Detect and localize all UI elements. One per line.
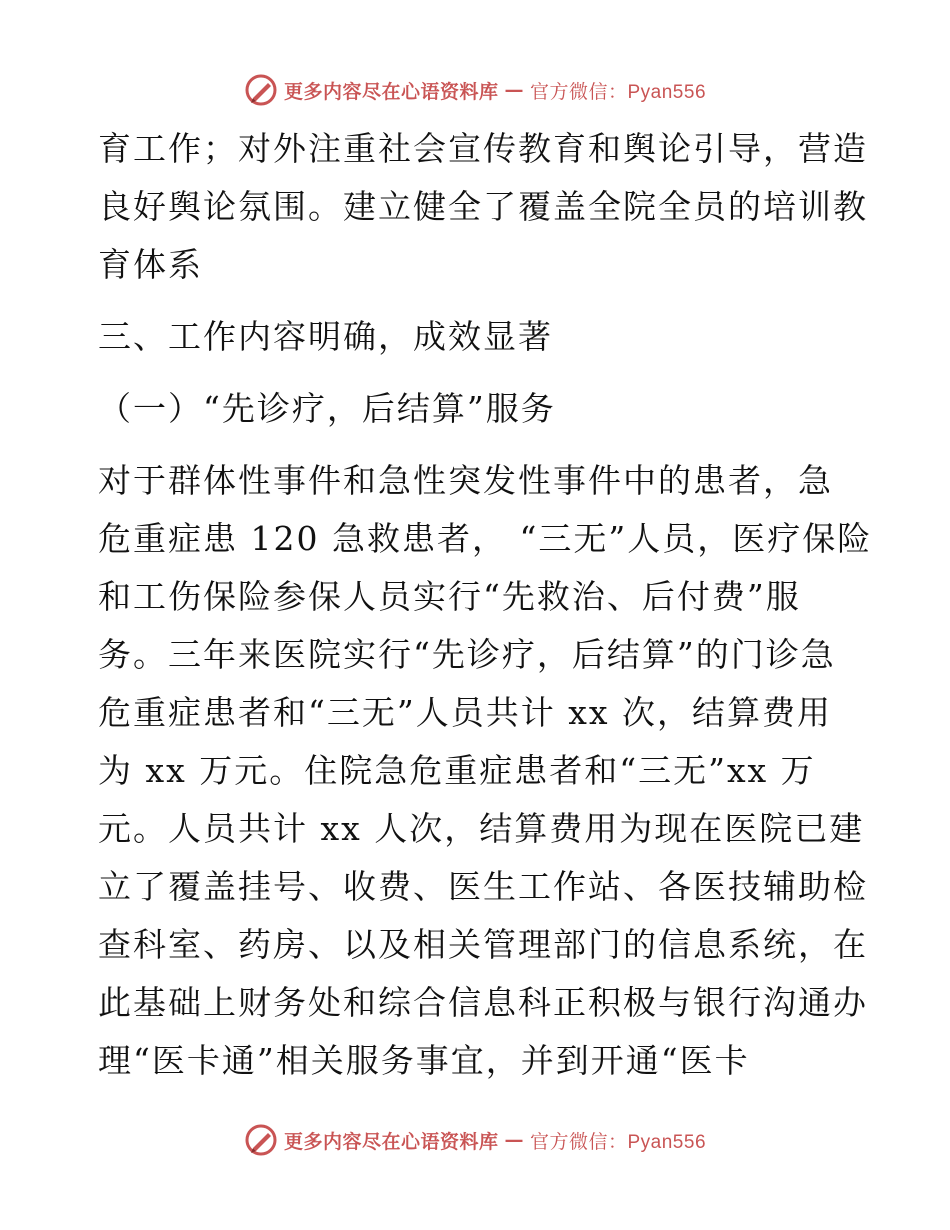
document-body: [98, 120, 873, 1090]
body-line: 和工伤保险参保人员实行“先救治、后付费”服: [98, 577, 801, 616]
watermark-dash: —: [504, 79, 524, 101]
body-line: 为 xx 万元。住院急危重症患者和“三无”xx 万: [98, 751, 816, 790]
watermark-contact-text: 官方微信：Pyan556: [530, 81, 707, 103]
body-line: 务。三年来医院实行“先诊疗，后结算”的门诊急: [98, 635, 836, 674]
header-watermark: [0, 70, 950, 110]
body-line: 此基础上财务处和综合信息科正积极与银行沟通办: [98, 983, 868, 1022]
body-line: 理“医卡通”相关服务事宜，并到开通“医卡: [98, 1041, 750, 1080]
body-line: 立了覆盖挂号、收费、医生工作站、各医技辅助检: [98, 867, 868, 906]
pen-logo-icon: [244, 73, 278, 107]
watermark-ad-text: 更多内容尽在心语资料库: [283, 80, 499, 103]
watermark-ad-text: 更多内容尽在心语资料库: [283, 1130, 499, 1153]
section-heading: 三、工作内容明确，成效显著: [98, 317, 553, 356]
body-line: 育体系: [98, 245, 203, 284]
footer-watermark: [0, 1120, 950, 1160]
body-line: 良好舆论氛围。建立健全了覆盖全院全员的培训教: [98, 187, 868, 226]
body-line: 危重症患者和“三无”人员共计 xx 次，结算费用: [98, 693, 832, 732]
subsection-heading: （一）“先诊疗，后结算”服务: [98, 389, 556, 428]
watermark-contact-text: 官方微信：Pyan556: [530, 1131, 707, 1153]
body-line: 危重症患 120 急救患者， “三无”人员，医疗保险: [98, 519, 873, 558]
pen-logo-icon: [244, 1123, 278, 1157]
body-line: 元。人员共计 xx 人次，结算费用为现在医院已建: [98, 809, 865, 848]
watermark-dash: —: [504, 1129, 524, 1151]
body-line: 对于群体性事件和急性突发性事件中的患者，急: [98, 461, 833, 500]
body-line: 育工作；对外注重社会宣传教育和舆论引导，营造: [98, 129, 868, 168]
body-line: 查科室、药房、以及相关管理部门的信息系统，在: [98, 925, 868, 964]
